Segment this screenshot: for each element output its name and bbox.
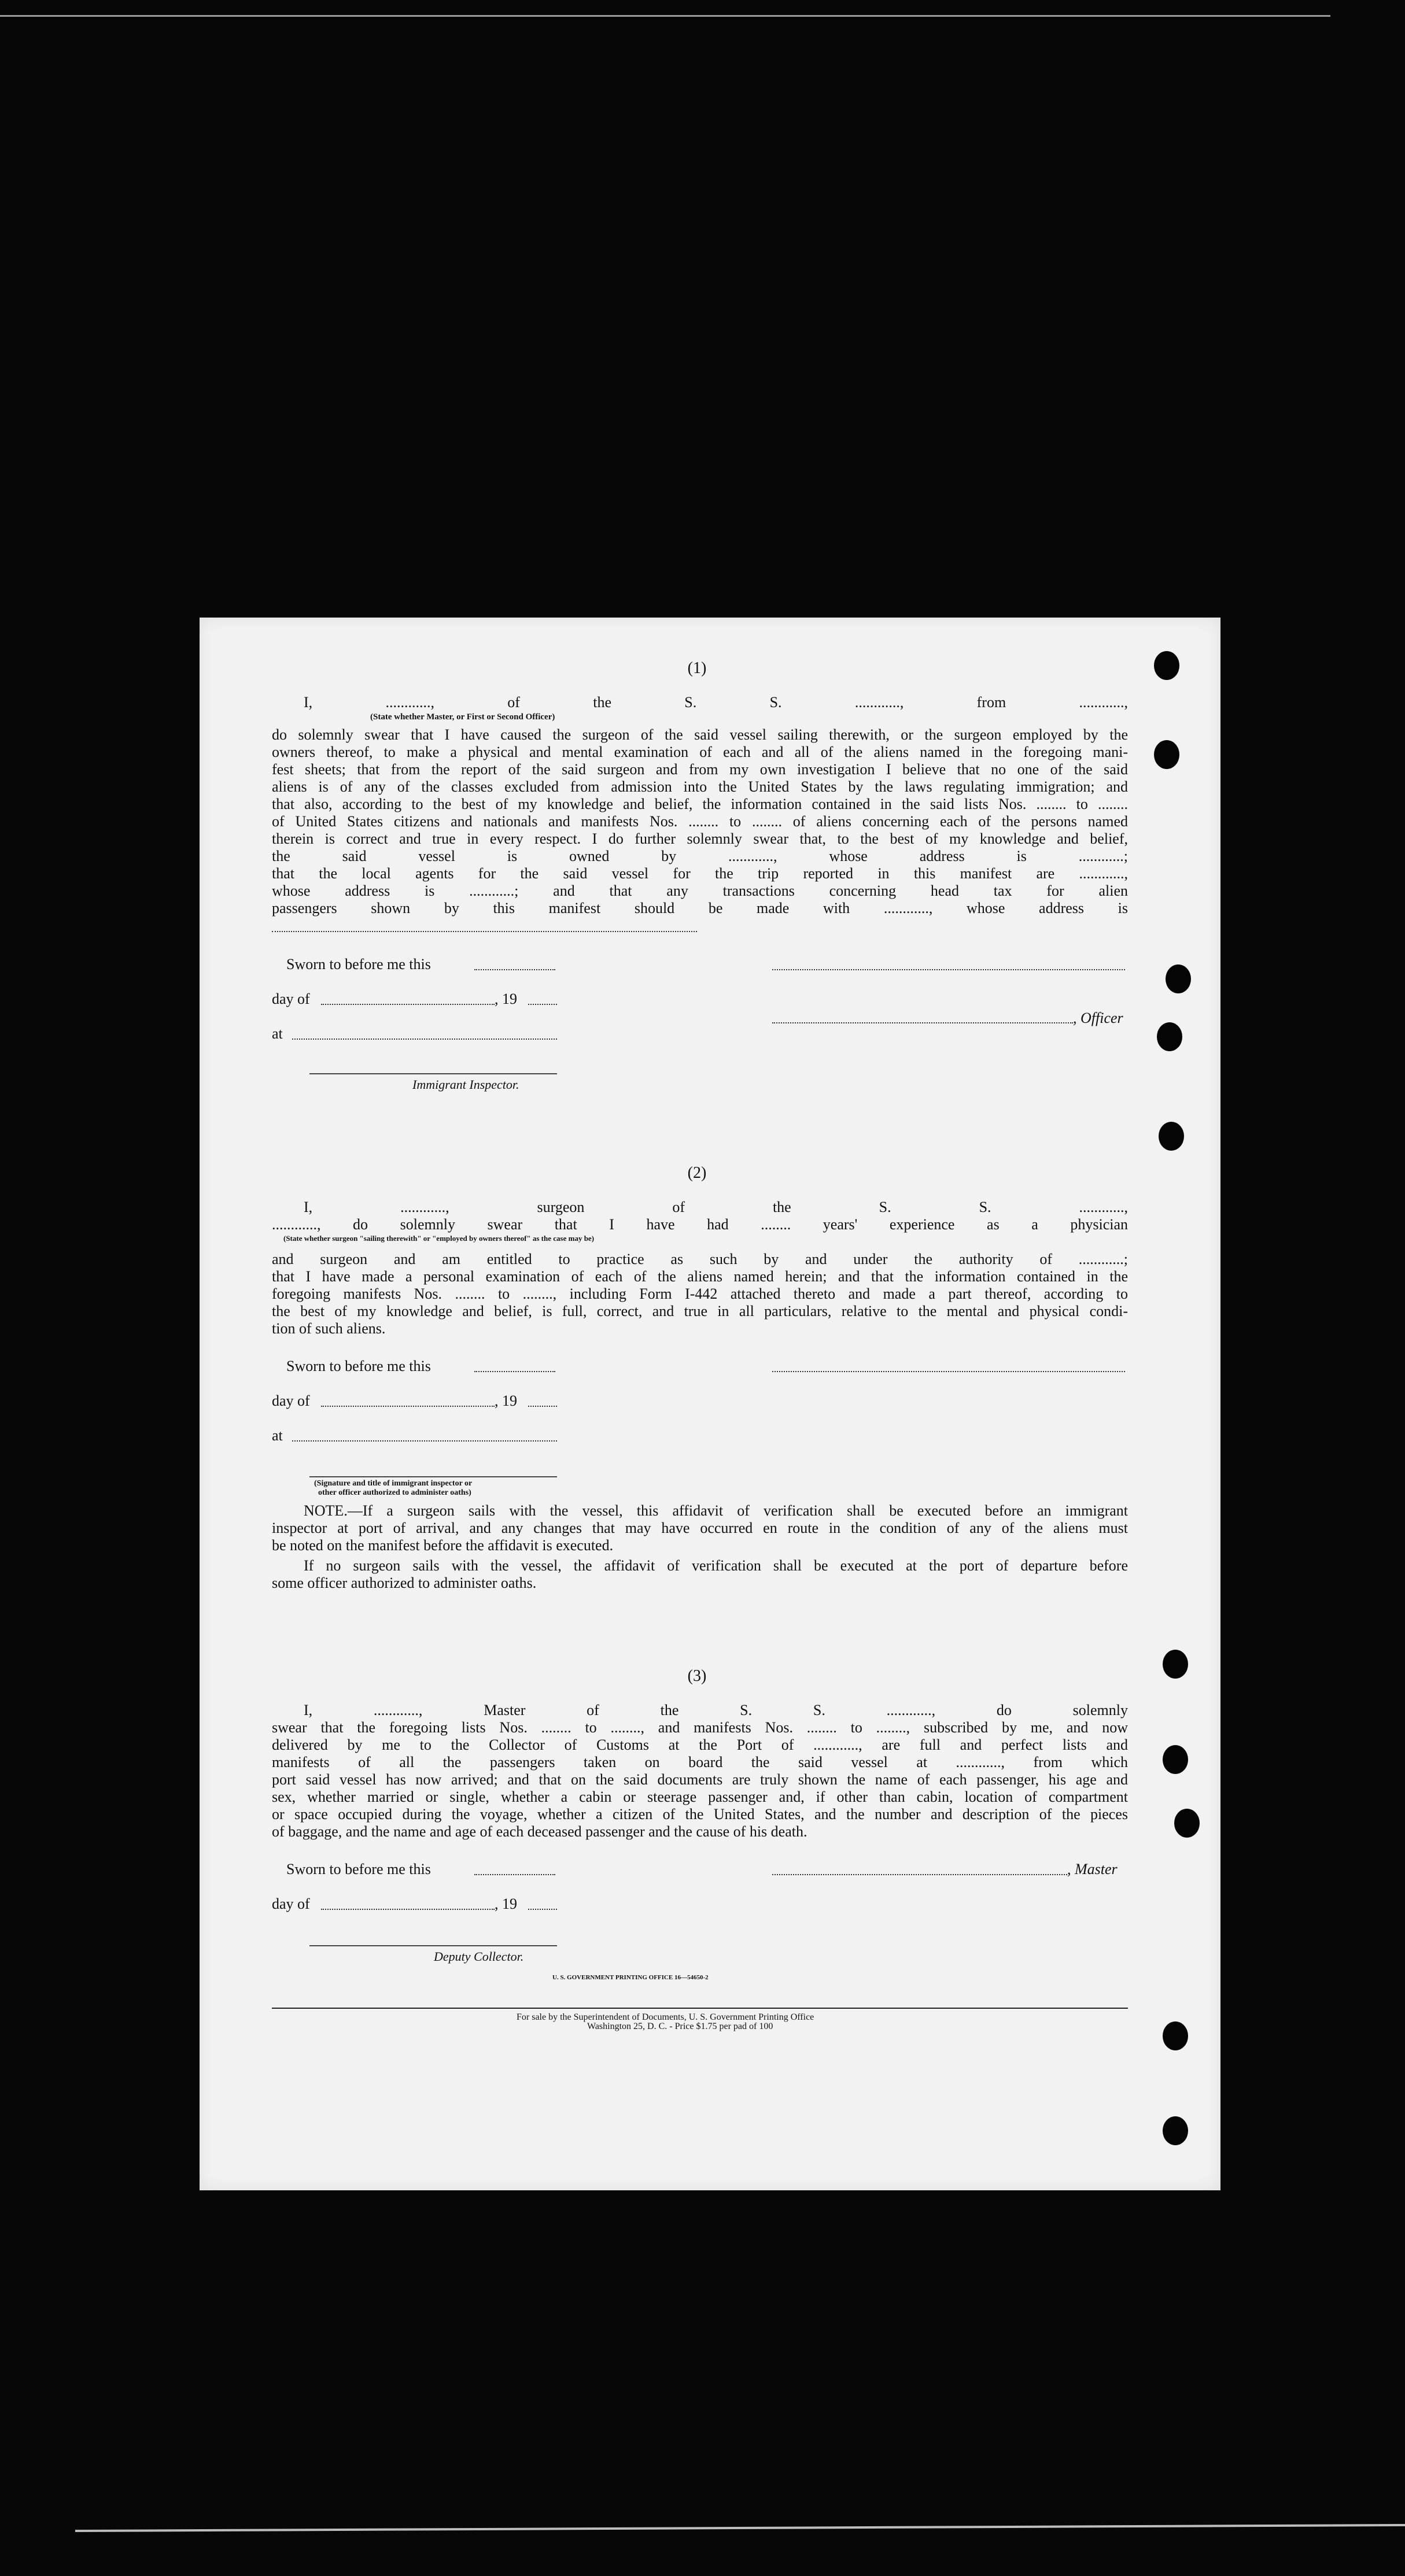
scan-edge-top xyxy=(0,15,1330,17)
section-1-at: at xyxy=(272,1025,283,1042)
section-2-sworn-blank xyxy=(474,1371,555,1372)
footer-rule xyxy=(272,2008,1128,2009)
section-2-caption: (State whether surgeon "sailing therewith" or "employed by owners thereof" as the case may be) xyxy=(283,1234,595,1243)
section-1-line-5: aliens is of any of the classes excluded from admission into the United States by the laws regulating immigration; and xyxy=(272,778,1128,795)
section-2-year: , 19 xyxy=(495,1392,517,1409)
section-3-line-3: delivered by me to the Collector of Customs at the Port of ............, are full and perfect lists and xyxy=(272,1736,1128,1753)
section-1-inspector-label: Immigrant Inspector. xyxy=(412,1077,519,1092)
section-2-note-3: be noted on the manifest before the affidavit is executed. xyxy=(272,1537,614,1554)
section-3-line-4: manifests of all the passengers taken on board the said vessel at ............, from which xyxy=(272,1754,1128,1771)
section-1-line-10: that the local agents for the said vessel for the trip reported in this manifest are ............, xyxy=(272,865,1128,882)
section-3-number: (3) xyxy=(687,1667,707,1685)
binder-hole xyxy=(1163,2021,1188,2050)
section-1-officer-label: , Officer xyxy=(1073,1010,1123,1026)
section-1-year: , 19 xyxy=(495,991,517,1007)
section-1-day-blank xyxy=(321,1004,495,1005)
printing-office-line: U. S. GOVERNMENT PRINTING OFFICE 16—54650-2 xyxy=(552,1974,709,1981)
section-1-line-12: passengers shown by this manifest should be made with ............, whose address is xyxy=(272,900,1128,916)
section-2-note-4: If no surgeon sails with the vessel, the affidavit of verification shall be executed at the port of departure before xyxy=(304,1557,1128,1574)
section-1-sworn: Sworn to before me this xyxy=(286,956,431,973)
section-3-line-1: I, ............, Master of the S. S. ............, do solemnly xyxy=(304,1702,1128,1718)
binder-hole xyxy=(1154,651,1179,680)
section-2-at: at xyxy=(272,1427,283,1444)
section-1-line-4: fest sheets; that from the report of the said surgeon and from my own investigation I believe that no one of the said xyxy=(272,761,1128,778)
section-2-line-1: I, ............, surgeon of the S. S. ............, xyxy=(304,1199,1128,1215)
section-1-year-blank xyxy=(528,1004,557,1005)
section-3-year-blank xyxy=(528,1909,557,1910)
section-2-inspector-signature-line xyxy=(309,1476,557,1477)
section-1-number: (1) xyxy=(687,659,707,677)
section-3-year: , 19 xyxy=(495,1895,517,1912)
section-2-line-3: and surgeon and am entitled to practice as such by and under the authority of ............; xyxy=(272,1251,1128,1267)
section-3-master-label: , Master xyxy=(1067,1861,1118,1878)
section-2-note-2: inspector at port of arrival, and any changes that may have occurred en route in the condition of any of the aliens must xyxy=(272,1520,1128,1536)
section-2-line-7: tion of such aliens. xyxy=(272,1320,386,1337)
sale-line-2: Washington 25, D. C. - Price $1.75 per pad of 100 xyxy=(587,2021,773,2031)
section-1-line-2: do solemnly swear that I have caused the surgeon of the said vessel sailing therewith, or the surgeon employed by the xyxy=(272,726,1128,743)
section-2-number: (2) xyxy=(687,1164,707,1182)
section-3-line-7: or space occupied during the voyage, whether a citizen of the United States, and the number and description of the pieces xyxy=(272,1806,1128,1823)
scan-edge-bottom xyxy=(75,2524,1405,2532)
section-2-line-4: that I have made a personal examination of each of the aliens named herein; and that the information contained in the xyxy=(272,1268,1128,1285)
section-3-line-2: swear that the foregoing lists Nos. ........ to ........, and manifests Nos. ........ to ........, subscribed by me, and now xyxy=(272,1719,1128,1736)
section-1-line-11: whose address is ............; and that any transactions concerning head tax for alien xyxy=(272,882,1128,899)
section-1-line-3: owners thereof, to make a physical and mental examination of each and all of the aliens named in the foregoing mani- xyxy=(272,744,1128,760)
section-1-blank-line xyxy=(272,931,697,932)
section-3-collector-signature-line xyxy=(309,1945,557,1946)
section-1-inspector-signature-line xyxy=(309,1073,557,1074)
section-2-line-5: foregoing manifests Nos. ........ to ........, including Form I-442 attached thereto and made a part thereof, according to xyxy=(272,1285,1128,1302)
section-3-day-of: day of xyxy=(272,1895,310,1912)
section-1-line-9: the said vessel is owned by ............, whose address is ............; xyxy=(272,848,1128,864)
section-1-day-of: day of xyxy=(272,991,310,1007)
section-2-sworn: Sworn to before me this xyxy=(286,1358,431,1374)
section-3-line-5: port said vessel has now arrived; and that on the said documents are truly shown the name of each passenger, his age and xyxy=(272,1771,1128,1788)
binder-hole xyxy=(1159,1122,1184,1151)
binder-hole xyxy=(1174,1809,1200,1838)
manifest-page xyxy=(200,618,1220,2190)
section-3-day-blank xyxy=(321,1909,495,1910)
section-3-line-8: of baggage, and the name and age of each deceased passenger and the cause of his death. xyxy=(272,1823,807,1840)
section-2-surgeon-signature-line xyxy=(772,1371,1125,1372)
section-1-officer-signature-line-1 xyxy=(772,969,1125,970)
section-3-sworn: Sworn to before me this xyxy=(286,1861,431,1878)
section-3-collector-label: Deputy Collector. xyxy=(434,1949,524,1964)
section-1-line-6: that also, according to the best of my knowledge and belief, the information contained in the said lists Nos. ........ to ........ xyxy=(272,796,1128,812)
binder-hole xyxy=(1163,1745,1188,1774)
section-2-line-6: the best of my knowledge and belief, is full, correct, and true in all particulars, relative to the mental and physical condi- xyxy=(272,1303,1128,1320)
binder-hole xyxy=(1163,1650,1188,1679)
sale-line-1: For sale by the Superintendent of Documents, U. S. Government Printing Office xyxy=(517,2012,814,2022)
section-1-officer-signature-line-2 xyxy=(772,1022,1073,1023)
section-3-sworn-blank xyxy=(474,1874,555,1875)
section-1-line-7: of United States citizens and nationals and manifests Nos. ........ to ........ of aliens concerning each of the persons named xyxy=(272,813,1128,830)
section-1-line-8: therein is correct and true in every respect. I do further solemnly swear that, to the best of my knowledge and belief, xyxy=(272,830,1128,847)
binder-hole xyxy=(1157,1022,1182,1051)
binder-hole xyxy=(1163,2116,1188,2145)
section-3-master-signature-line xyxy=(772,1874,1067,1875)
section-1-at-blank xyxy=(292,1038,557,1040)
section-1-line-1: I, ............, of the S. S. ............, from ............, xyxy=(304,694,1128,711)
section-2-line-2: ............, do solemnly swear that I have had ........ years' experience as a physician xyxy=(272,1216,1128,1233)
section-2-sig-caption-2: other officer authorized to administer oaths) xyxy=(318,1488,471,1497)
binder-hole xyxy=(1154,740,1179,769)
section-2-day-of: day of xyxy=(272,1392,310,1409)
section-2-note-5: some officer authorized to administer oaths. xyxy=(272,1575,537,1591)
section-2-note-1: NOTE.—If a surgeon sails with the vessel, this affidavit of verification shall be executed before an immigrant xyxy=(304,1502,1128,1519)
section-2-day-blank xyxy=(321,1406,495,1407)
section-3-line-6: sex, whether married or single, whether a cabin or steerage passenger and, if other than cabin, location of compartment xyxy=(272,1788,1128,1805)
section-2-at-blank xyxy=(292,1440,557,1442)
section-2-sig-caption-1: (Signature and title of immigrant inspector or xyxy=(314,1479,473,1488)
section-2-year-blank xyxy=(528,1406,557,1407)
section-1-sworn-blank xyxy=(474,969,555,970)
binder-hole xyxy=(1166,964,1191,993)
section-1-caption: (State whether Master, or First or Second Officer) xyxy=(370,712,555,722)
